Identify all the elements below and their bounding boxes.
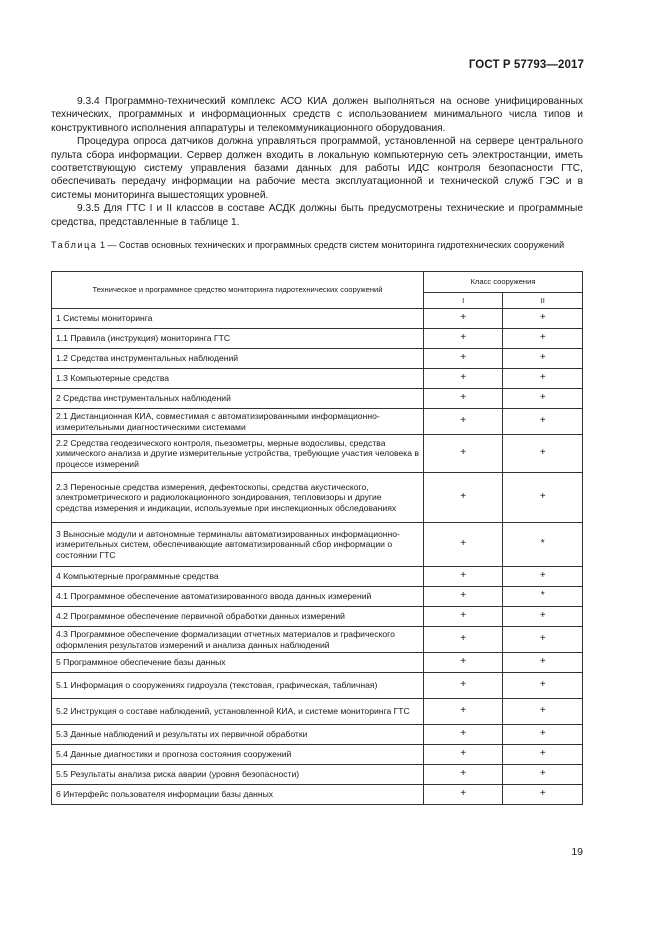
class-ii-mark: +: [503, 409, 583, 435]
table-row: [52, 673, 583, 699]
monitoring-means-table: [51, 271, 583, 805]
row-name: 4.1 Программное обеспечение автоматизированного ввода данных измерений: [52, 587, 424, 607]
header-means: Техническое и программное средство мониторинга гидротехнических сооружений: [52, 272, 424, 309]
class-ii-mark: +: [503, 745, 583, 765]
class-i-mark: +: [423, 309, 502, 329]
class-i-mark: +: [423, 409, 502, 435]
row-name: 1.3 Компьютерные средства: [52, 369, 424, 389]
table-row: [52, 435, 583, 473]
class-i-mark: +: [423, 725, 502, 745]
class-ii-mark: +: [503, 309, 583, 329]
table-row: [52, 653, 583, 673]
class-i-mark: +: [423, 607, 502, 627]
table-row: [52, 587, 583, 607]
class-i-mark: +: [423, 673, 502, 699]
standard-header: ГОСТ Р 57793—2017: [468, 59, 584, 71]
row-name: 5.3 Данные наблюдений и результаты их первичной обработки: [52, 725, 424, 745]
class-i-mark: +: [423, 765, 502, 785]
paragraph-survey-procedure: Процедура опроса датчиков должна управляться программой, установленной на сервере центрального пульта сбора информации. Сервер должен входить в локальную компьютерную сеть электростанции, иметь соответствующую систему управления базами данных для работы ИДС контроля безопасности ГТС, обеспечивать передачу информации на рабочие места эксплуатационной и технической служб ГЭС и в системы мониторинга вышестоящих уровней.: [51, 136, 583, 201]
class-i-mark: +: [423, 473, 502, 523]
class-ii-mark: +: [503, 389, 583, 409]
table-row: [52, 627, 583, 653]
class-ii-mark: +: [503, 653, 583, 673]
row-name: 2.3 Переносные средства измерения, дефектоскопы, средства акустического, электрометрического и радиолокационного зондирования, тепловизоры и другие средства измерения и индикации, используемые при инспекционных обследованиях: [52, 473, 424, 523]
table-header: [52, 272, 583, 309]
class-i-mark: +: [423, 587, 502, 607]
class-ii-mark: +: [503, 567, 583, 587]
row-name: 4.3 Программное обеспечение формализации отчетных материалов и графического оформления результатов измерений и анализа данных наблюдений: [52, 627, 424, 653]
class-ii-mark: +: [503, 435, 583, 473]
class-i-mark: +: [423, 653, 502, 673]
row-name: 1.1 Правила (инструкция) мониторинга ГТС: [52, 329, 424, 349]
class-i-mark: +: [423, 389, 502, 409]
row-name: 3 Выносные модули и автономные терминалы автоматизированных информационно-измерительных систем, обеспечивающие автоматизированный сбор информации о состоянии ГТС: [52, 523, 424, 567]
class-i-mark: +: [423, 699, 502, 725]
row-name: 5.1 Информация о сооружениях гидроузла (текстовая, графическая, табличная): [52, 673, 424, 699]
paragraph-9-3-4: 9.3.4 Программно-технический комплекс АСО КИА должен выполняться на основе унифицированных технических, программных и информационных средств с использованием минимального числа типов и конструктивного исполнения аппаратуры и телекоммуникационного оборудования.: [51, 96, 583, 134]
table-row: [52, 409, 583, 435]
row-name: 5.4 Данные диагностики и прогноза состояния сооружений: [52, 745, 424, 765]
header-class-ii: II: [503, 293, 583, 309]
table-row: [52, 699, 583, 725]
table-row: [52, 523, 583, 567]
row-name: 5 Программное обеспечение базы данных: [52, 653, 424, 673]
class-i-mark: +: [423, 567, 502, 587]
table-row: [52, 369, 583, 389]
class-i-mark: +: [423, 627, 502, 653]
class-ii-mark: +: [503, 607, 583, 627]
row-name: 2 Средства инструментальных наблюдений: [52, 389, 424, 409]
class-ii-mark: +: [503, 699, 583, 725]
table-caption: [51, 239, 583, 251]
page-number: 19: [571, 846, 583, 858]
class-i-mark: +: [423, 369, 502, 389]
class-ii-mark: +: [503, 765, 583, 785]
table-row: [52, 765, 583, 785]
class-ii-mark: +: [503, 725, 583, 745]
class-i-mark: +: [423, 349, 502, 369]
class-ii-mark: +: [503, 369, 583, 389]
paragraph-9-3-5: 9.3.5 Для ГТС I и II классов в составе АСДК должны быть предусмотрены технические и программные средства, представленные в таблице 1.: [51, 203, 583, 228]
table-row: [52, 473, 583, 523]
header-structure-class: Класс сооружения: [423, 272, 582, 293]
class-i-mark: +: [423, 523, 502, 567]
table-row: [52, 567, 583, 587]
class-ii-mark: +: [503, 329, 583, 349]
table-row: [52, 349, 583, 369]
row-name: 1 Системы мониторинга: [52, 309, 424, 329]
class-ii-mark: +: [503, 627, 583, 653]
row-name: 2.2 Средства геодезического контроля, пьезометры, мерные водосливы, средства химического анализа и другие измерительные устройства, требующие участия человека в процессе измерений: [52, 435, 424, 473]
class-ii-mark: *: [503, 587, 583, 607]
row-name: 6 Интерфейс пользователя информации базы данных: [52, 785, 424, 805]
class-i-mark: +: [423, 435, 502, 473]
table-row: [52, 725, 583, 745]
row-name: 1.2 Средства инструментальных наблюдений: [52, 349, 424, 369]
class-ii-mark: *: [503, 523, 583, 567]
row-name: 4.2 Программное обеспечение первичной обработки данных измерений: [52, 607, 424, 627]
body-text: [51, 95, 583, 229]
table-row: [52, 745, 583, 765]
table-row: [52, 389, 583, 409]
table-caption-label: Таблица: [51, 240, 98, 250]
table-row: [52, 329, 583, 349]
table-row: [52, 607, 583, 627]
table-body: [52, 309, 583, 805]
table-caption-text: 1 — Состав основных технических и программных средств систем мониторинга гидротехнических сооружений: [100, 240, 565, 250]
class-i-mark: +: [423, 785, 502, 805]
row-name: 5.2 Инструкция о составе наблюдений, установленной КИА, и системе мониторинга ГТС: [52, 699, 424, 725]
class-i-mark: +: [423, 329, 502, 349]
row-name: 4 Компьютерные программные средства: [52, 567, 424, 587]
class-ii-mark: +: [503, 673, 583, 699]
row-name: 5.5 Результаты анализа риска аварии (уровня безопасности): [52, 765, 424, 785]
table-row: [52, 785, 583, 805]
row-name: 2.1 Дистанционная КИА, совместимая с автоматизированными информационно-измерительными диагностическими системами: [52, 409, 424, 435]
class-i-mark: +: [423, 745, 502, 765]
class-ii-mark: +: [503, 473, 583, 523]
class-ii-mark: +: [503, 785, 583, 805]
table-row: [52, 309, 583, 329]
class-ii-mark: +: [503, 349, 583, 369]
header-class-i: I: [423, 293, 502, 309]
